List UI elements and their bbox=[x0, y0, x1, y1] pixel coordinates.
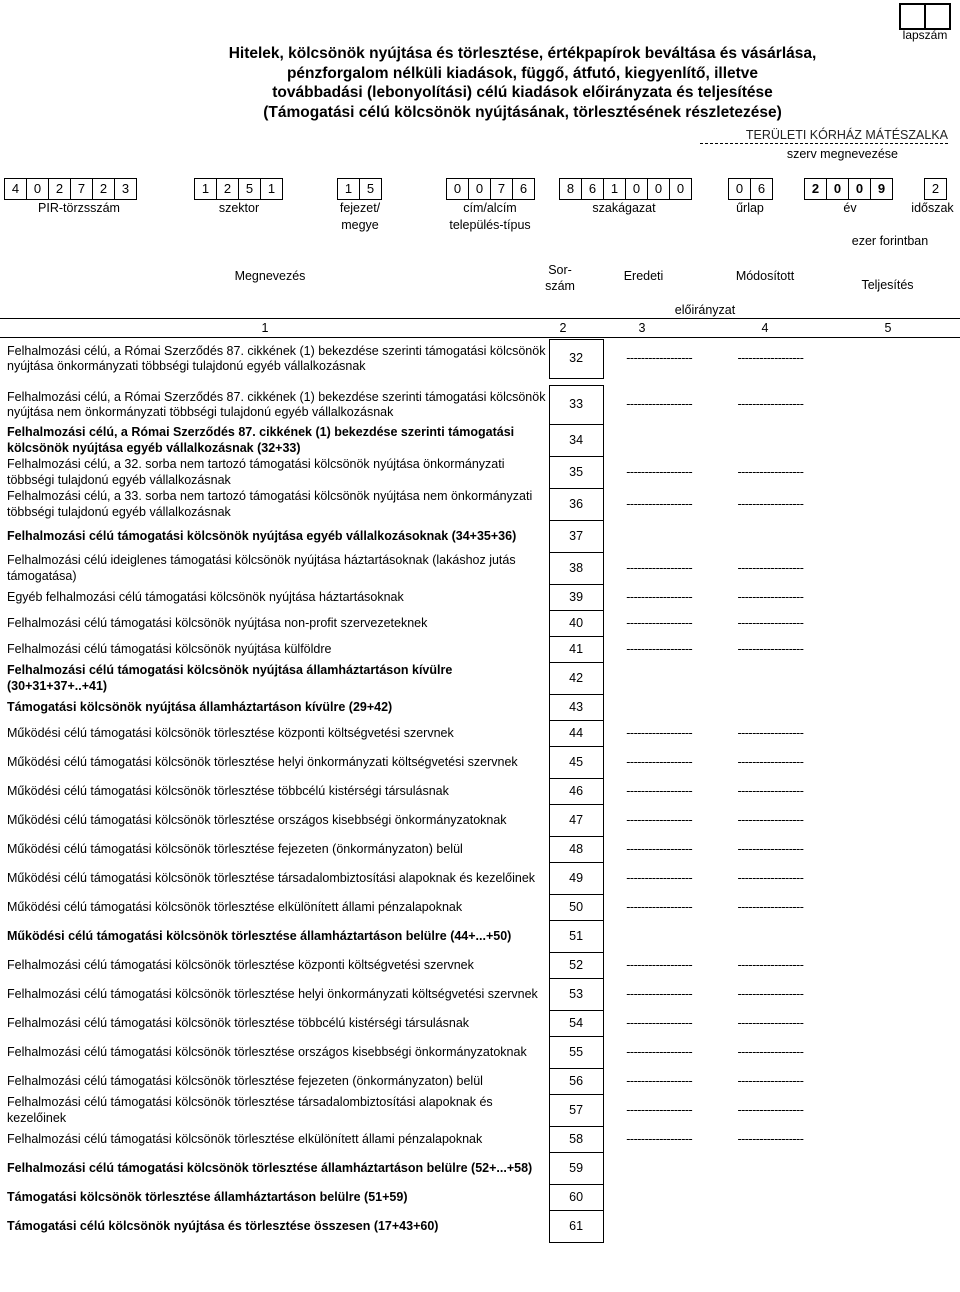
row-name: Felhalmozási célú támogatási kölcsönök törlesztése társadalombiztosítási alapoknak és kezelőinek bbox=[7, 1095, 493, 1125]
table-row bbox=[4, 340, 826, 379]
modified-appropriation-cell[interactable]: ------------------ bbox=[737, 397, 804, 412]
modified-appropriation-cell[interactable]: ------------------ bbox=[737, 1131, 804, 1146]
original-appropriation-cell[interactable]: ------------------ bbox=[626, 957, 693, 972]
year-label: év bbox=[843, 201, 857, 215]
szektor-digit-box[interactable]: 5 bbox=[239, 178, 261, 200]
cim-digit-box[interactable]: 7 bbox=[491, 178, 513, 200]
row-number: 61 bbox=[549, 1211, 603, 1243]
modified-appropriation-cell[interactable]: ------------------ bbox=[737, 754, 804, 769]
table-row bbox=[4, 805, 826, 837]
title-line: pénzforgalom nélküli kiadások, függő, átfutó, kiegyenlítő, illetve bbox=[286, 64, 759, 82]
modified-appropriation-cell[interactable]: ------------------ bbox=[737, 1073, 804, 1088]
sector-label: szektor bbox=[218, 201, 260, 215]
original-appropriation-cell[interactable] bbox=[603, 695, 715, 721]
title-code-label-line1: cím/alcím bbox=[463, 201, 517, 215]
ev-digit-box[interactable]: 2 bbox=[804, 178, 827, 200]
cim-digit-box[interactable]: 0 bbox=[446, 178, 469, 200]
table-row bbox=[4, 1127, 826, 1153]
pir-label: PIR-törzsszám bbox=[38, 201, 120, 215]
szakagazat-digit-box[interactable]: 0 bbox=[670, 178, 692, 200]
table-row bbox=[4, 425, 826, 457]
row-name: Működési célú támogatási kölcsönök törlesztése többcélú kistérségi társulásnak bbox=[7, 783, 449, 798]
table-row bbox=[4, 1069, 826, 1095]
form-title bbox=[150, 44, 895, 122]
page-number-box[interactable] bbox=[899, 3, 926, 30]
row-number: 47 bbox=[549, 805, 603, 837]
header-divider bbox=[0, 318, 960, 319]
idoszak-digit-box[interactable]: 2 bbox=[924, 178, 947, 200]
header-bottom-divider bbox=[0, 337, 960, 338]
row-number: 33 bbox=[549, 386, 603, 425]
title-code-boxes bbox=[446, 178, 535, 200]
pir-digit-box[interactable]: 4 bbox=[4, 178, 27, 200]
modified-appropriation-cell[interactable]: ------------------ bbox=[737, 1102, 804, 1117]
original-appropriation-cell[interactable]: ------------------ bbox=[626, 560, 693, 575]
row-name: Működési célú támogatási kölcsönök törlesztése államháztartáson belülre (44+...+50) bbox=[7, 928, 512, 943]
row-number: 36 bbox=[549, 489, 603, 521]
pir-digit-box[interactable]: 2 bbox=[49, 178, 71, 200]
original-appropriation-cell[interactable]: ------------------ bbox=[626, 1131, 693, 1146]
row-number: 53 bbox=[549, 979, 603, 1011]
chapter-label-line2: megye bbox=[341, 218, 379, 232]
table-row bbox=[4, 1011, 826, 1037]
row-number: 57 bbox=[549, 1095, 603, 1127]
title-code-label-line2: település-típus bbox=[449, 218, 531, 232]
modified-appropriation-cell[interactable]: ------------------ bbox=[737, 560, 804, 575]
row-number: 50 bbox=[549, 895, 603, 921]
modified-appropriation-cell[interactable]: ------------------ bbox=[737, 464, 804, 479]
table-row bbox=[4, 553, 826, 585]
chapter-code-boxes bbox=[337, 178, 382, 200]
original-appropriation-cell[interactable]: ------------------ bbox=[626, 496, 693, 511]
table-row bbox=[4, 895, 826, 921]
original-appropriation-cell[interactable]: ------------------ bbox=[626, 464, 693, 479]
fejezet-digit-box[interactable]: 1 bbox=[337, 178, 360, 200]
row-spacer bbox=[4, 379, 826, 386]
row-number: 38 bbox=[549, 553, 603, 585]
table-row bbox=[4, 747, 826, 779]
table-row bbox=[4, 521, 826, 553]
column-number: 4 bbox=[761, 321, 769, 335]
row-number: 44 bbox=[549, 721, 603, 747]
table-row bbox=[4, 721, 826, 747]
modified-appropriation-cell[interactable] bbox=[715, 1185, 826, 1211]
column-header-name: Megnevezés bbox=[234, 269, 306, 283]
table-row bbox=[4, 637, 826, 663]
period-label: időszak bbox=[911, 201, 954, 215]
original-appropriation-cell[interactable]: ------------------ bbox=[626, 1073, 693, 1088]
row-number: 51 bbox=[549, 921, 603, 953]
row-name: Felhalmozási célú támogatási kölcsönök törlesztése helyi önkormányzati költségvetési szervnek bbox=[7, 986, 538, 1001]
chapter-label bbox=[327, 200, 393, 234]
modified-appropriation-cell[interactable]: ------------------ bbox=[737, 812, 804, 827]
row-name: Felhalmozási célú támogatási kölcsönök törlesztése központi költségvetési szervnek bbox=[7, 957, 474, 972]
original-appropriation-cell[interactable] bbox=[603, 521, 715, 553]
original-appropriation-cell[interactable]: ------------------ bbox=[626, 351, 693, 366]
table-row bbox=[4, 1153, 826, 1185]
chapter-label-line1: fejezet/ bbox=[339, 201, 381, 215]
ev-digit-box[interactable]: 0 bbox=[849, 178, 871, 200]
row-name: Felhalmozási célú, a Római Szerződés 87. cikkének (1) bekezdése szerinti támogatási kölcsönök nyújtása önkormányzati többségi tulajdonú egyéb vállalkozásnak bbox=[7, 343, 546, 373]
ev-digit-box[interactable]: 9 bbox=[871, 178, 893, 200]
sector-code-boxes bbox=[194, 178, 283, 200]
row-number: 60 bbox=[549, 1185, 603, 1211]
row-number: 59 bbox=[549, 1153, 603, 1185]
page-number-boxes bbox=[899, 3, 951, 30]
modified-appropriation-cell[interactable]: ------------------ bbox=[737, 841, 804, 856]
row-name: Felhalmozási célú támogatási kölcsönök nyújtása külföldre bbox=[7, 641, 332, 656]
column-header-original: Eredeti bbox=[623, 269, 664, 283]
original-appropriation-cell[interactable] bbox=[603, 425, 715, 457]
column-number: 1 bbox=[261, 321, 269, 335]
row-name: Felhalmozási célú ideiglenes támogatási kölcsönök nyújtása háztartásoknak (lakáshoz jutás támogatása) bbox=[7, 553, 516, 583]
row-number: 58 bbox=[549, 1127, 603, 1153]
modified-appropriation-cell[interactable] bbox=[715, 921, 826, 953]
original-appropriation-cell[interactable] bbox=[603, 921, 715, 953]
table-row bbox=[4, 921, 826, 953]
row-number: 45 bbox=[549, 747, 603, 779]
ev-digit-box[interactable]: 0 bbox=[827, 178, 849, 200]
row-name: Felhalmozási célú, a Római Szerződés 87. cikkének (1) bekezdése szerinti támogatási kölcsönök nyújtása egyéb vállalkozásnak (32+33) bbox=[7, 425, 515, 455]
original-appropriation-cell[interactable]: ------------------ bbox=[626, 725, 693, 740]
modified-appropriation-cell[interactable]: ------------------ bbox=[737, 1044, 804, 1059]
row-number: 56 bbox=[549, 1069, 603, 1095]
modified-appropriation-cell[interactable] bbox=[715, 1153, 826, 1185]
column-header-modified: Módosított bbox=[735, 269, 795, 283]
title-code-label bbox=[430, 200, 550, 234]
table-row bbox=[4, 1211, 826, 1243]
table-row bbox=[4, 663, 826, 695]
original-appropriation-cell[interactable] bbox=[603, 1153, 715, 1185]
period-code-boxes bbox=[924, 178, 947, 200]
table-row bbox=[4, 611, 826, 637]
row-name: Felhalmozási célú támogatási kölcsönök törlesztése elkülönített állami pénzalapoknak bbox=[7, 1131, 483, 1146]
original-appropriation-cell[interactable] bbox=[603, 1211, 715, 1243]
title-line: továbbadási (lebonyolítási) célú kiadások előirányzata és teljesítése bbox=[272, 84, 773, 101]
industry-label: szakágazat bbox=[592, 201, 656, 215]
modified-appropriation-cell[interactable]: ------------------ bbox=[737, 986, 804, 1001]
original-appropriation-cell[interactable]: ------------------ bbox=[626, 812, 693, 827]
original-appropriation-cell[interactable]: ------------------ bbox=[626, 397, 693, 412]
row-name: Támogatási kölcsönök törlesztése államháztartáson belülre (51+59) bbox=[7, 1189, 408, 1204]
table-row bbox=[4, 953, 826, 979]
szakagazat-digit-box[interactable]: 1 bbox=[604, 178, 626, 200]
original-appropriation-cell[interactable] bbox=[603, 663, 715, 695]
row-number: 32 bbox=[549, 340, 603, 379]
original-appropriation-cell[interactable]: ------------------ bbox=[626, 899, 693, 914]
row-name: Működési célú támogatási kölcsönök törlesztése társadalombiztosítási alapoknak és kezelőinek bbox=[7, 870, 536, 885]
row-name: Felhalmozási célú támogatási kölcsönök nyújtása non-profit szervezeteknek bbox=[7, 615, 428, 630]
original-appropriation-cell[interactable]: ------------------ bbox=[626, 754, 693, 769]
table-row bbox=[4, 585, 826, 611]
table-row bbox=[4, 1185, 826, 1211]
szakagazat-digit-box[interactable]: 0 bbox=[626, 178, 648, 200]
modified-appropriation-cell[interactable]: ------------------ bbox=[737, 725, 804, 740]
page-number-label: lapszám bbox=[902, 28, 948, 42]
rownum-header-line2: szám bbox=[545, 279, 575, 293]
urlap-digit-box[interactable]: 0 bbox=[728, 178, 751, 200]
row-name: Működési célú támogatási kölcsönök törlesztése országos kisebbségi önkormányzatoknak bbox=[7, 812, 507, 827]
fejezet-digit-box[interactable]: 5 bbox=[360, 178, 382, 200]
modified-appropriation-cell[interactable]: ------------------ bbox=[737, 496, 804, 511]
szektor-digit-box[interactable]: 1 bbox=[261, 178, 283, 200]
row-name: Felhalmozási célú, a 33. sorba nem tartozó támogatási kölcsönök nyújtása nem önkormányzati többségi tulajdonú egyéb vállalkozásnak bbox=[7, 489, 533, 519]
row-name: Felhalmozási célú támogatási kölcsönök törlesztése többcélú kistérségi társulásnak bbox=[7, 1015, 470, 1030]
row-number: 48 bbox=[549, 837, 603, 863]
row-name: Felhalmozási célú támogatási kölcsönök nyújtása egyéb vállalkozásoknak (34+35+36) bbox=[7, 528, 517, 543]
original-appropriation-cell[interactable]: ------------------ bbox=[626, 841, 693, 856]
column-number: 3 bbox=[638, 321, 646, 335]
pir-code-boxes bbox=[4, 178, 137, 200]
row-name: Felhalmozási célú, a 32. sorba nem tartozó támogatási kölcsönök nyújtása önkormányzati többségi tulajdonú egyéb vállalkozásnak bbox=[7, 457, 505, 487]
row-spacer-cell bbox=[4, 379, 826, 386]
row-name: Támogatási célú kölcsönök nyújtása és törlesztése összesen (17+43+60) bbox=[7, 1218, 439, 1233]
modified-appropriation-cell[interactable]: ------------------ bbox=[737, 351, 804, 366]
row-name: Működési célú támogatási kölcsönök törlesztése fejezeten (önkormányzaton) belül bbox=[7, 841, 463, 856]
row-number: 46 bbox=[549, 779, 603, 805]
original-appropriation-cell[interactable]: ------------------ bbox=[626, 641, 693, 656]
form-label: űrlap bbox=[736, 201, 764, 215]
table-row bbox=[4, 457, 826, 489]
table-row bbox=[4, 386, 826, 425]
cim-digit-box[interactable]: 6 bbox=[513, 178, 535, 200]
column-number: 5 bbox=[884, 321, 892, 335]
column-header-appropriation: előirányzat bbox=[674, 303, 736, 317]
row-number: 49 bbox=[549, 863, 603, 895]
original-appropriation-cell[interactable] bbox=[603, 1185, 715, 1211]
table-row bbox=[4, 695, 826, 721]
table-row bbox=[4, 779, 826, 805]
row-number: 35 bbox=[549, 457, 603, 489]
table-row bbox=[4, 489, 826, 521]
unit-label: ezer forintban bbox=[851, 234, 929, 248]
modified-appropriation-cell[interactable]: ------------------ bbox=[737, 899, 804, 914]
row-name: Felhalmozási célú támogatási kölcsönök törlesztése államháztartáson belülre (52+...+58) bbox=[7, 1160, 533, 1175]
szakagazat-digit-box[interactable]: 8 bbox=[559, 178, 582, 200]
row-number: 34 bbox=[549, 425, 603, 457]
row-number: 54 bbox=[549, 1011, 603, 1037]
modified-appropriation-cell[interactable]: ------------------ bbox=[737, 641, 804, 656]
table-row bbox=[4, 1095, 826, 1127]
pir-digit-box[interactable]: 7 bbox=[71, 178, 93, 200]
title-line: (Támogatási célú kölcsönök nyújtásának, törlesztésének részletezése) bbox=[263, 103, 782, 121]
column-number: 2 bbox=[559, 321, 567, 335]
modified-appropriation-cell[interactable] bbox=[715, 425, 826, 457]
row-name: Felhalmozási célú támogatási kölcsönök nyújtása államháztartáson kívülre (30+31+37+..+41) bbox=[7, 663, 453, 693]
row-name: Felhalmozási célú támogatási kölcsönök törlesztése fejezeten (önkormányzaton) belül bbox=[7, 1073, 483, 1088]
industry-code-boxes bbox=[559, 178, 692, 200]
organization-caption: szerv megnevezése bbox=[786, 147, 898, 161]
row-name: Támogatási kölcsönök nyújtása államháztartáson kívülre (29+42) bbox=[7, 699, 393, 714]
pir-digit-box[interactable]: 0 bbox=[27, 178, 49, 200]
table-row bbox=[4, 979, 826, 1011]
szakagazat-digit-box[interactable]: 6 bbox=[582, 178, 604, 200]
szakagazat-digit-box[interactable]: 0 bbox=[648, 178, 670, 200]
modified-appropriation-cell[interactable]: ------------------ bbox=[737, 1015, 804, 1030]
row-name: Egyéb felhalmozási célú támogatási kölcsönök nyújtása háztartásoknak bbox=[7, 589, 404, 604]
original-appropriation-cell[interactable]: ------------------ bbox=[626, 986, 693, 1001]
data-table-body bbox=[4, 340, 826, 1243]
row-number: 55 bbox=[549, 1037, 603, 1069]
original-appropriation-cell[interactable]: ------------------ bbox=[626, 1102, 693, 1117]
urlap-digit-box[interactable]: 6 bbox=[751, 178, 773, 200]
year-code-boxes bbox=[804, 178, 893, 200]
page-number-box[interactable] bbox=[926, 3, 951, 30]
szektor-digit-box[interactable]: 1 bbox=[194, 178, 217, 200]
identifier-codes bbox=[0, 178, 960, 200]
data-table bbox=[4, 339, 826, 1243]
original-appropriation-cell[interactable]: ------------------ bbox=[626, 1044, 693, 1059]
row-number: 39 bbox=[549, 585, 603, 611]
row-number: 43 bbox=[549, 695, 603, 721]
row-name: Működési célú támogatási kölcsönök törlesztése elkülönített állami pénzalapoknak bbox=[7, 899, 463, 914]
original-appropriation-cell[interactable]: ------------------ bbox=[626, 1015, 693, 1030]
form-code-boxes bbox=[728, 178, 773, 200]
modified-appropriation-cell[interactable]: ------------------ bbox=[737, 957, 804, 972]
original-appropriation-cell[interactable]: ------------------ bbox=[626, 589, 693, 604]
title-line: Hitelek, kölcsönök nyújtása és törlesztése, értékpapírok beváltása és vásárlása, bbox=[228, 45, 817, 62]
szektor-digit-box[interactable]: 2 bbox=[217, 178, 239, 200]
row-name: Működési célú támogatási kölcsönök törlesztése helyi önkormányzati költségvetési szervnek bbox=[7, 754, 518, 769]
column-header-fulfilment: Teljesítés bbox=[861, 278, 914, 292]
modified-appropriation-cell[interactable]: ------------------ bbox=[737, 783, 804, 798]
modified-appropriation-cell[interactable] bbox=[715, 695, 826, 721]
row-number: 40 bbox=[549, 611, 603, 637]
rownum-header-line1: Sor- bbox=[548, 263, 572, 277]
table-row bbox=[4, 1037, 826, 1069]
modified-appropriation-cell[interactable]: ------------------ bbox=[737, 870, 804, 885]
organization-name: TERÜLETI KÓRHÁZ MÁTÉSZALKA bbox=[700, 128, 948, 144]
modified-appropriation-cell[interactable]: ------------------ bbox=[737, 615, 804, 630]
original-appropriation-cell[interactable]: ------------------ bbox=[626, 615, 693, 630]
modified-appropriation-cell[interactable] bbox=[715, 663, 826, 695]
row-number: 42 bbox=[549, 663, 603, 695]
pir-digit-box[interactable]: 3 bbox=[115, 178, 137, 200]
original-appropriation-cell[interactable]: ------------------ bbox=[626, 783, 693, 798]
row-name: Működési célú támogatási kölcsönök törlesztése központi költségvetési szervnek bbox=[7, 725, 454, 740]
pir-digit-box[interactable]: 2 bbox=[93, 178, 115, 200]
modified-appropriation-cell[interactable] bbox=[715, 1211, 826, 1243]
row-number: 41 bbox=[549, 637, 603, 663]
row-name: Felhalmozási célú, a Római Szerződés 87. cikkének (1) bekezdése szerinti támogatási kölcsönök nyújtása nem önkormányzati többségi tulajdonú egyéb vállalkozásnak bbox=[7, 389, 546, 419]
row-number: 37 bbox=[549, 521, 603, 553]
table-row bbox=[4, 863, 826, 895]
row-name: Felhalmozási célú támogatási kölcsönök törlesztése országos kisebbségi önkormányzatoknak bbox=[7, 1044, 527, 1059]
table-row bbox=[4, 837, 826, 863]
modified-appropriation-cell[interactable] bbox=[715, 521, 826, 553]
cim-digit-box[interactable]: 0 bbox=[469, 178, 491, 200]
original-appropriation-cell[interactable]: ------------------ bbox=[626, 870, 693, 885]
column-header-rownum bbox=[535, 262, 585, 294]
modified-appropriation-cell[interactable]: ------------------ bbox=[737, 589, 804, 604]
row-number: 52 bbox=[549, 953, 603, 979]
